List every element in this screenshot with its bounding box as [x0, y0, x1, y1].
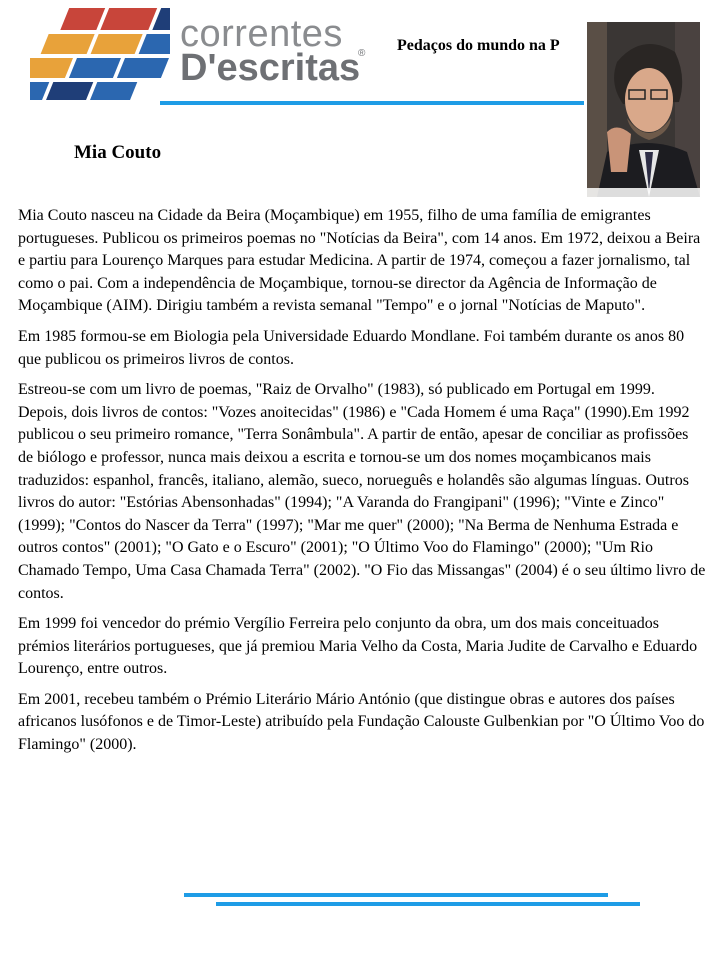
paragraph-5: Em 2001, recebeu também o Prémio Literário Mário António (que distingue obras e autores dos países africanos lusófonos e de Timor-Leste) atribuído pela Fundação Calouste Gulbenkian por "O Último Voo do Flamingo" (2000).: [18, 690, 705, 754]
biography-body: [18, 205, 706, 765]
paragraph-2: Em 1985 formou-se em Biologia pela Universidade Eduardo Mondlane. Foi também durante os anos 80 que publicou os primeiros livros de contos.: [18, 327, 685, 368]
header-title: Pedaços do mundo na P: [397, 37, 560, 54]
registered-mark: ®: [358, 48, 366, 59]
author-portrait-photo: [587, 22, 700, 197]
paragraph-3: Estreou-se com um livro de poemas, "Raiz de Orvalho" (1983), só publicado em Portugal em 1999. Depois, dois livros de contos: "Vozes anoitecidas" (1986) e "Cada Homem é uma Raça" (1990).Em 1992 publicou o seu primeiro romance, "Terra Sonâmbula". A partir de então, apesar de conciliar as profissões de biólogo e professor, nunca mais deixou a escrita e tornou-se um dos nomes moçambicanos mais traduzidos: espanhol, francês, italiano, alemão, sueco, norueguês e holandês são algumas línguas. Outros livros do autor: "Estórias Abensonhadas" (1994); "A Varanda do Frangipani" (1996); "Vinte e Zinco" (1999); "Contos do Nascer da Terra" (1997); "Mar me quer" (2000); "Na Berma de Nenhuma Estrada e outros contos" (2001); "O Gato e o Escuro" (2001); "O Último Voo do Flamingo" (2000); "Um Rio Chamado Tempo, Uma Casa Chamada Terra" (2002). "O Fio das Missangas" (2004) é o seu último livro de contos.: [18, 381, 706, 602]
brand-name-line1: correntes: [180, 13, 343, 55]
author-name-heading: Mia Couto: [74, 142, 162, 163]
correntes-descritas-logo: [30, 6, 370, 100]
portrait-image: [587, 22, 700, 197]
stripes-logo-icon: [30, 6, 170, 100]
brand-name-line2: D'escritas: [180, 47, 361, 89]
paragraph-1: Mia Couto nasceu na Cidade da Beira (Moçambique) em 1955, filho de uma família de emigrantes portugueses. Publicou os primeiros poemas no "Notícias da Beira", com 14 anos. Em 1972, deixou a Beira e partiu para Lourenço Marques para estudar Medicina. A partir de 1974, começou a fazer jornalismo, tal como o pai. Com a independência de Moçambique, tornou-se director da Agência de Informação de Moçambique (AIM). Dirigiu também a revista semanal "Tempo" e o jornal "Notícias de Maputo".: [18, 207, 701, 315]
paragraph-4: Em 1999 foi vencedor do prémio Vergílio Ferreira pelo conjunto da obra, um dos mais conceituados prémios literários portugueses, que já premiou Maria Velho da Costa, Maria Judite de Carvalho e Eduardo Lourenço, entre outros.: [18, 615, 698, 678]
header-divider: [160, 101, 584, 105]
footer-divider-lower: [216, 902, 640, 906]
footer-divider-upper: [184, 893, 608, 897]
